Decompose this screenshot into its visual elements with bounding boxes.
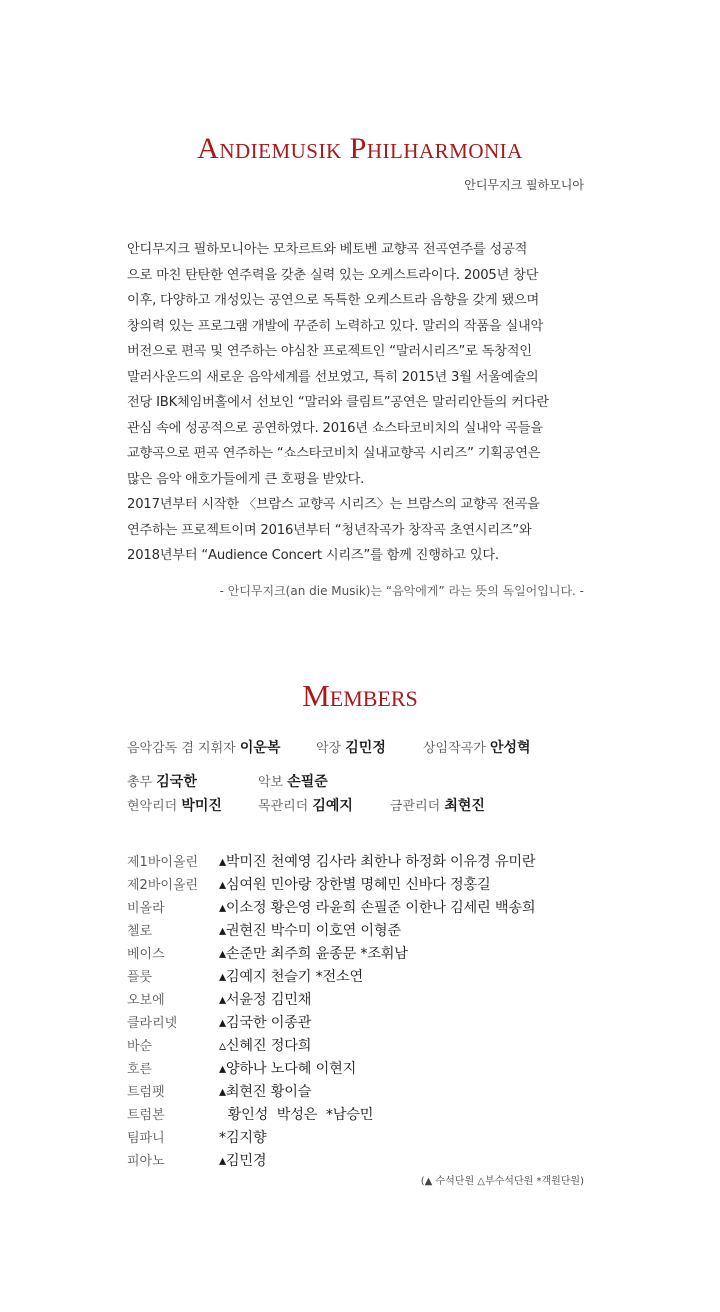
staff-name: 김예지 [312, 798, 353, 814]
members-title: Members [302, 678, 418, 713]
section-row [127, 1033, 535, 1056]
section-row [127, 1148, 535, 1171]
name-meaning-note: - 안디무지크(an die Musik)는 “음악에게” 라는 뜻의 독일어입니다. - [219, 584, 584, 598]
orchestra-description [127, 237, 587, 569]
section-members: ▴심여원 민아랑 장한별 명혜민 신바다 정홍길 [219, 876, 491, 893]
description-line: 안디무지크 필하모니아는 모차르트와 베토벤 교향곡 전곡연주를 성공적 [127, 242, 528, 257]
staff-role: 음악감독 겸 지휘자 [127, 741, 236, 756]
staff-role: 악보 [258, 775, 284, 790]
section-members: 황인성 박성은 *남승민 [219, 1106, 374, 1123]
staff-role: 악장 [316, 741, 342, 756]
section-row [127, 1010, 535, 1033]
section-members: *김지향 [219, 1129, 267, 1146]
description-line: 많은 음악 애호가들에게 큰 호평을 받았다. [127, 471, 365, 487]
section-members: ▴양하나 노다혜 이현지 [219, 1060, 357, 1077]
section-row [127, 1102, 535, 1125]
section-name: 트럼펫 [127, 1085, 165, 1100]
staff-concertmaster [316, 737, 386, 757]
description-line: 연주하는 프로젝트이며 2016년부터 “청년작곡가 창작곡 초연시리즈”와 [127, 522, 532, 538]
members-legend: (▲ 수석단원 △부수석단원 *객원단원) [420, 1176, 584, 1187]
description-line: 교향곡으로 편곡 연주하는 “쇼스타코비치 실내교향곡 시리즈” 기획공연은 [127, 446, 541, 461]
section-name: 베이스 [127, 947, 165, 962]
staff-resident-composer [423, 737, 531, 757]
section-members: ▴김민경 [219, 1152, 267, 1169]
description-line: 2017년부터 시작한 〈브람스 교향곡 시리즈〉는 브람스의 교향곡 전곡을 [127, 497, 540, 512]
staff-name: 최현진 [444, 798, 485, 814]
staff-name: 안성혁 [489, 740, 531, 756]
staff-role: 목관리더 [258, 799, 309, 814]
section-row [127, 895, 535, 918]
section-name: 트럼본 [127, 1108, 165, 1123]
description-line: 창의력 있는 프로그램 개발에 꾸준히 노력하고 있다. 말러의 작품을 실내악 [127, 318, 544, 334]
section-name: 제1바이올린 [127, 855, 199, 870]
section-members: ▴권현진 박수미 이호연 이형준 [219, 922, 401, 939]
orchestra-subtitle: 안디무지크 필하모니아 [464, 178, 584, 192]
section-members: ▵신혜진 정다희 [219, 1037, 312, 1054]
section-name: 오보에 [127, 993, 165, 1008]
staff-name: 이운복 [239, 740, 281, 756]
staff-role: 총무 [127, 775, 153, 790]
staff-string-leader [127, 795, 222, 815]
description-line: 버전으로 편곡 및 연주하는 야심찬 프로젝트인 “말러시리즈”로 독창적인 [127, 344, 532, 359]
section-name: 비올라 [127, 901, 165, 916]
section-row [127, 941, 535, 964]
staff-role: 상임작곡가 [423, 741, 486, 756]
description-line: 이후, 다양하고 개성있는 공연으로 독특한 오케스트라 음향을 갖게 됐으며 [127, 293, 540, 308]
section-name: 클라리넷 [127, 1016, 178, 1031]
staff-role: 현악리더 [127, 799, 178, 814]
section-row [127, 872, 535, 895]
section-row [127, 849, 535, 872]
staff-name: 손필준 [287, 774, 328, 790]
staff-name: 박미진 [181, 798, 222, 814]
section-name: 플룻 [127, 970, 153, 985]
description-line: 으로 마친 탄탄한 연주력을 갖춘 실력 있는 오케스트라이다. 2005년 창단 [127, 267, 539, 283]
section-row [127, 1079, 535, 1102]
description-line: 말러사운드의 새로운 음악세계를 선보였고, 특히 2015년 3월 서울예술의 [127, 369, 539, 385]
section-members: ▴손준만 최주희 윤종문 *조휘남 [219, 945, 408, 962]
orchestra-title: Andiemusik Philharmonia [197, 132, 523, 165]
staff-general-affairs [127, 771, 197, 791]
section-row [127, 918, 535, 941]
section-row [127, 987, 535, 1010]
section-name: 팀파니 [127, 1131, 165, 1146]
staff-music-director [127, 737, 280, 757]
section-name: 호른 [127, 1062, 153, 1077]
description-line: 2018년부터 “Audience Concert 시리즈”를 함께 진행하고 있다. [127, 548, 499, 563]
section-members: ▴박미진 천예영 김사라 최한나 하정화 이유경 유미란 [219, 853, 536, 870]
section-name: 피아노 [127, 1154, 165, 1169]
staff-librarian [258, 771, 328, 791]
section-members: ▴김예지 천슬기 *전소연 [219, 968, 363, 985]
staff-name: 김민정 [345, 740, 386, 756]
section-name: 바순 [127, 1039, 153, 1054]
section-name: 제2바이올린 [127, 878, 199, 893]
section-row [127, 1125, 535, 1148]
section-members: ▴최현진 황이슬 [219, 1083, 312, 1100]
section-members: ▴서윤정 김민채 [219, 991, 312, 1008]
section-members: ▴김국한 이종관 [219, 1014, 312, 1031]
section-name: 첼로 [127, 924, 153, 939]
section-members: ▴이소정 황은영 라윤희 손필준 이한나 김세린 백송희 [219, 899, 536, 916]
staff-role: 금관리더 [390, 799, 441, 814]
staff-name: 김국한 [156, 774, 197, 790]
description-line: 전당 IBK체임버홀에서 선보인 “말러와 클림트”공연은 말러리안들의 커다란 [127, 395, 549, 410]
staff-woodwind-leader [258, 795, 353, 815]
section-list [127, 849, 535, 1171]
section-row [127, 964, 535, 987]
staff-brass-leader [390, 795, 485, 815]
section-row [127, 1056, 535, 1079]
description-line: 관심 속에 성공적으로 공연하였다. 2016년 쇼스타코비치의 실내악 곡들을 [127, 420, 543, 436]
